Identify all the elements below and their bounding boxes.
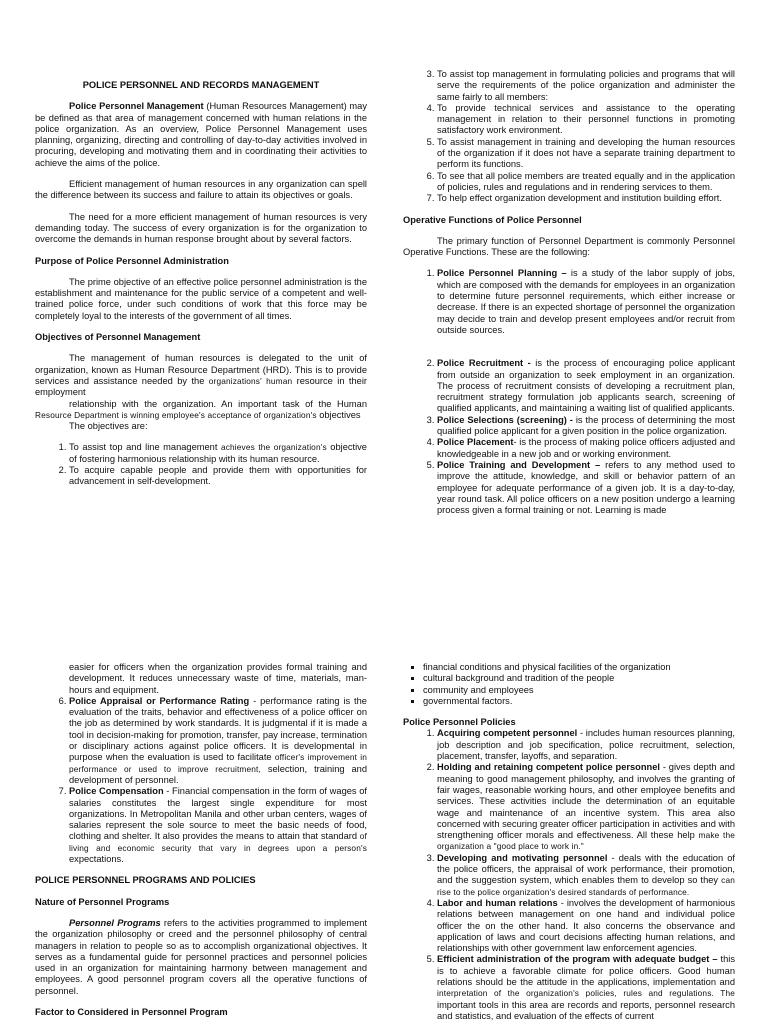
training-continued: easier for officers when the organization provides formal training and development. It reduces unnecessary waste of time, materials, man-hours and equipment.	[69, 662, 367, 695]
list-item: ▪ governmental factors.	[423, 696, 735, 707]
list-item: 5. To assist management in training and developing the human resources of the organization if it does not have a separate training department to perform its functions.	[437, 137, 735, 171]
nature-heading: Nature of Personnel Programs	[35, 896, 170, 907]
list-item: 3. To assist top management in formulating policies and programs that will serve the requirements of the police organization and administer the same fairly to all members:	[437, 69, 735, 103]
intro-paragraph: Police Personnel Management (Human Resources Management) may be defined as that area of management concerned with human relations in the police organization. As an overview, Police Personnel Management uses planning, organizing, directing and controlling of day-to-day activities involved in procuring, developing and motivating them and in coordinating their activities to achieve the aims of the police.	[35, 101, 367, 168]
list-item: 6. Police Appraisal or Performance Rating - performance rating is the evaluation of the traits, behavior and effectiveness of a police officer on the job as determined by work standards. It is judgmental if it is made a tool in decision-making for promotion, transfer, pay increase, termination or disciplinary actions against police officers. It is developmental in purpose when the evaluation is used to facilitate officer's improvement in performance or used to improve recruitment, selection, training and development of personnel.	[69, 696, 367, 786]
efficiency-paragraph: Efficient management of human resources in any organization can spell the difference between its success and failure to attain its objectives or goals.	[35, 179, 367, 201]
list-item: ▪ community and employees	[423, 685, 735, 696]
list-item: ▪ cultural background and tradition of the people	[423, 673, 735, 684]
objectives-list	[35, 442, 367, 487]
operative-functions-list-continued	[35, 696, 367, 865]
objectives-heading: Objectives of Personnel Management	[35, 332, 201, 343]
list-item: 1. Acquiring competent personnel - includes human resources planning, job description and job specification, police recruitment, selection, placement, transfer, layoffs, and separation.	[437, 728, 735, 762]
list-item: 6. To see that all police members are treated equally and in the application of policies, rules and regulations and in rendering services to them.	[437, 171, 735, 194]
purpose-heading: Purpose of Police Personnel Administration	[35, 255, 229, 266]
left-top-column	[35, 80, 367, 498]
left-bottom-column	[35, 662, 367, 1028]
operative-heading: Operative Functions of Police Personnel	[403, 214, 582, 225]
list-item: 7. To help effect organization development and institution building effort.	[437, 193, 735, 204]
list-item: 1. Police Personnel Planning – is a study of the labor supply of jobs, which are composed with the demands for employees in an organization to determine future personnel requirements, which either increase or decrease. If there is an expected shortage of personnel the organization may decide to train and develop present employees and/or recruit from outside sources.	[437, 268, 735, 336]
list-item: 2. To acquire capable people and provide them with opportunities for advancement in self-development.	[69, 465, 367, 488]
intro-term: Police Personnel Management	[69, 101, 204, 112]
factor-heading: Factor to Considered in Personnel Program	[35, 1007, 228, 1018]
factors-list	[403, 662, 735, 707]
right-bottom-column	[403, 662, 735, 1032]
policies-list	[403, 728, 735, 1022]
policies-heading: Police Personnel Policies	[403, 717, 516, 728]
objectives-intro: The objectives are:	[69, 421, 148, 432]
list-item: 1. To assist top and line management achieves the organization's objective of fostering harmonious relationship with its human resource.	[69, 442, 367, 465]
programs-heading: POLICE PERSONNEL PROGRAMS AND POLICIES	[35, 875, 256, 886]
list-item: ▪ financial conditions and physical facilities of the organization	[423, 662, 735, 673]
list-item: 3. Police Selections (screening) - is the process of determining the most qualified police applicant for a given position in the police organization.	[437, 415, 735, 438]
list-item: 2. Holding and retaining competent police personnel - gives depth and meaning to good management philosophy, and involves the granting of fair wages, reasonable working hours, and other employee benefits and services. These activities include the determination of an equitable wage and maintenance of an incentive system. This area also concerned with securing greater officer participation in activities and with strengthening officer morals and effectiveness. All these help make the organization a "good place to work in."	[437, 762, 735, 852]
list-item: 5. Efficient administration of the program with adequate budget – this is to achieve a favorable climate for police officers. Good human relations should be the attitude in the applications, implementation and interpretation of the organization's policies, rules and regulations. The important tools in this area are records and reports, personnel research and statistics, and evaluation of the effects of current	[437, 954, 735, 1022]
need-paragraph: The need for a more efficient management of human resources is very demanding today. The success of every organization is for the organization to overcome the demands in human response brought about by several factors.	[35, 211, 367, 245]
nature-paragraph: Personnel Programs refers to the activities programmed to implement the organization philosophy or creed and the personnel philosophy of central managers in relation to people so as to accomplish organizational objectives. It serves as a fundamental guide for personnel practices and personnel policies used in an organization for maintaining harmony between management and employees. A good personnel program covers all the operative functions of personnel.	[35, 917, 368, 996]
list-item: 5. Police Training and Development – refers to any method used to improve the attitude, knowledge, and skill or behavior pattern of an employee for adequate performance of a given job. It is a day-to-day, year round task. All police officers on a new position undergo a learning process given a formal training or not. Learning is made	[437, 460, 735, 516]
document-title: POLICE PERSONNEL AND RECORDS MANAGEMENT	[82, 80, 320, 90]
right-top-column	[403, 69, 735, 526]
list-item: 7. Police Compensation - Financial compensation in the form of wages of salaries constitutes the largest single expenditure for most organizations. In Metropolitan Manila and other urban centers, wages of salaries represent the sole source to meet the basic needs of food, clothing and shelter. It also provides the means to attain that standard of living and economic security that vary in degrees upon a person's expectations.	[69, 786, 367, 865]
list-item: 2. Police Recruitment - is the process of encouraging police applicant from outside an organization to seek employment in an organization. The process of recruitment consists of developing a recruitment plan, recruitment strategy formulation job applicants search, screening of qualified applicants, and maintaining a waiting list of qualified applicants.	[437, 358, 735, 414]
list-item: 4. Police Placement- is the process of making police officers adjusted and knowledgeable in a new job and or working environment.	[437, 437, 735, 460]
objectives-list-continued	[403, 69, 735, 205]
objectives-paragraph-a: The management of human resources is delegated to the unit of organization, known as Human Resource Department (HRD). This is to provide services and assistance needed by the organizations' human resource in their employment	[35, 353, 367, 398]
list-item: 3. Developing and motivating personnel - deals with the education of the police officers, the appraisal of work performance, their promotion, and the suggestion system, which enables them to develop so they can rise to the police organization's desired standards of performance.	[437, 853, 735, 898]
objectives-paragraph-b: relationship with the organization. An important task of the Human Resource Department is winning employee's acceptance of organization's objectives	[35, 398, 367, 420]
purpose-paragraph: The prime objective of an effective police personnel administration is the establishment and maintenance for the public service of a competent and well-trained police force, under such conditions of work that this force may be completely loyal to the interests of the government of all times.	[35, 276, 367, 321]
list-item: 4. Labor and human relations - involves the development of harmonious relations between management on one hand and individual police officer the on the other hand. It also concerns the observance and application of laws and court decisions affecting human relations, and relationships with other government law enforcement agencies.	[437, 898, 735, 954]
operative-functions-list	[403, 268, 735, 516]
operative-paragraph: The primary function of Personnel Department is commonly Personnel Operative Functions. These are the following:	[403, 235, 735, 258]
list-item: 4. To provide technical services and assistance to the operating management in relation to their personnel functions in promoting satisfactory work environment.	[437, 103, 735, 137]
